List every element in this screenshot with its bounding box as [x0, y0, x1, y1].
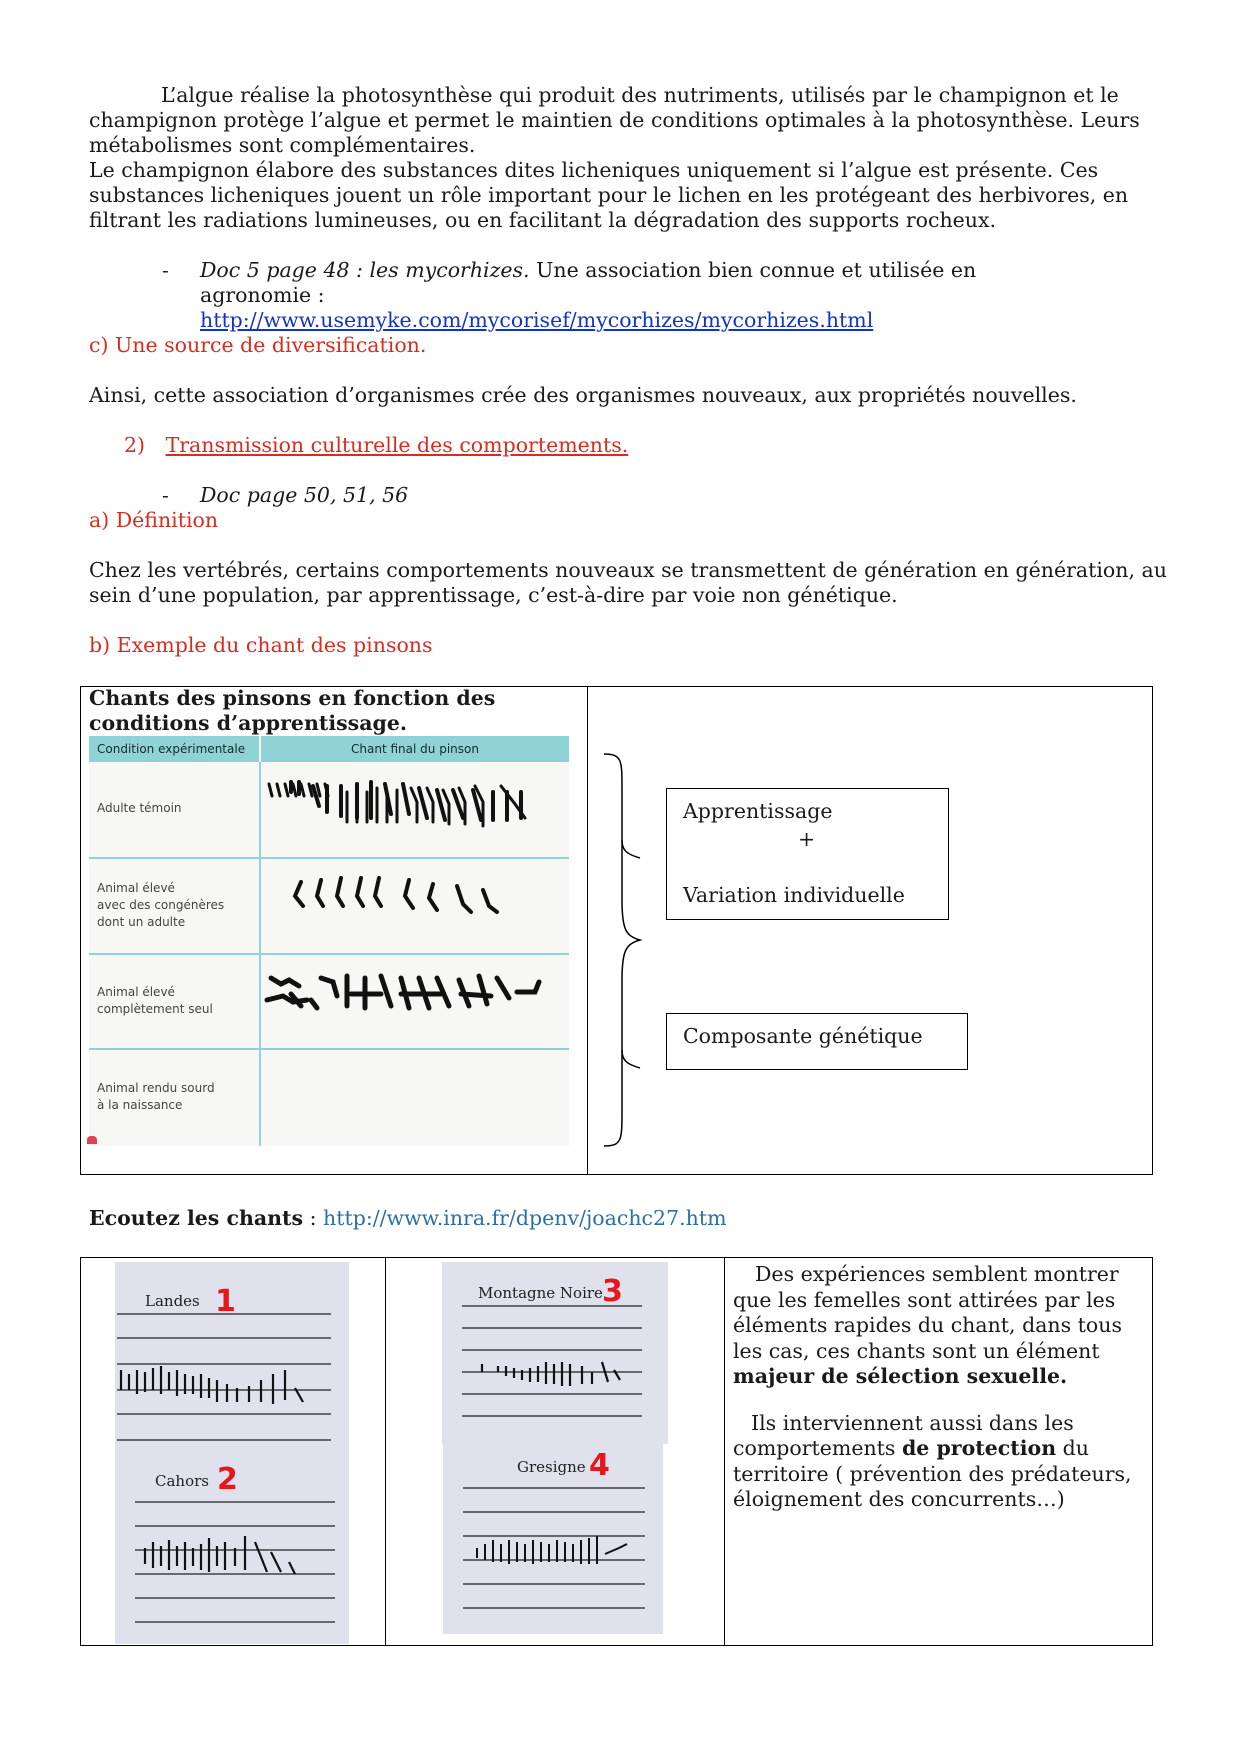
- section-2-title: Transmission culturelle des comportements.: [165, 433, 629, 457]
- section-2-number: 2): [124, 433, 146, 457]
- song-scan-landes-cahors: [115, 1262, 349, 1644]
- heading-diversification: c) Une source de diversification.: [89, 333, 427, 357]
- mycorhizes-link[interactable]: http://www.usemyke.com/mycorisef/mycorhizes/mycorhizes.html: [200, 308, 874, 332]
- paragraph-algae: L’algue réalise la photosynthèse qui produit des nutriments, utilisés par le champignon et le champignon protège l’algue et permet le maintien de conditions optimales à la photosynthèse. Leurs métabolismes sont complémentaires.: [89, 83, 1140, 157]
- bullet-doc-pages: [200, 483, 1240, 508]
- heading-example-pinsons: b) Exemple du chant des pinsons: [89, 633, 433, 657]
- song-spectrograms: [261, 762, 569, 1146]
- section-2-heading: [124, 433, 1204, 458]
- region-name: Gresigne: [517, 1458, 586, 1476]
- image-corner-mark: [87, 1136, 97, 1144]
- condition-label: Adulte témoin: [97, 801, 182, 815]
- figure1-caption: Chants des pinsons en fonction des conditions d’apprentissage.: [89, 686, 496, 735]
- bullet-mycorhizes: [200, 258, 1080, 333]
- listen-label: Ecoutez les chants: [89, 1206, 304, 1230]
- song-table-header-condition: Condition expérimentale: [89, 736, 259, 762]
- condition-label: Animal élevé avec des congénères dont un adulte: [97, 881, 225, 929]
- condition-label: Animal élevé complètement seul: [97, 985, 213, 1016]
- genetic-box: Composante génétique: [666, 1013, 968, 1070]
- region-name: Cahors: [155, 1472, 209, 1490]
- bullet-dash: -: [162, 258, 169, 282]
- heading-definition: a) Définition: [89, 508, 219, 532]
- paragraph-new-organisms: Ainsi, cette association d’organismes crée des organismes nouveaux, aux propriétés nouvelles.: [89, 383, 1077, 407]
- doc-ref-mycorhizes: Doc 5 page 48 : les mycorhizes.: [200, 258, 530, 282]
- song-scan-lines: [115, 1262, 349, 1644]
- region-name: Landes: [145, 1292, 200, 1310]
- bullet-mycorhizes-text: Une association bien connue et utilisée en agronomie :: [200, 258, 977, 307]
- figure1-right-cell: [587, 686, 1153, 1175]
- song-table-header-chant: Chant final du pinson: [261, 736, 569, 762]
- song-scan-gresigne: [443, 1444, 663, 1634]
- condition-label: Animal rendu sourd à la naissance: [97, 1081, 215, 1112]
- song-table-image: [89, 736, 569, 1146]
- bullet-dash: -: [162, 483, 169, 507]
- selection-text: Des expériences semblent montrer que les femelles sont attirées par les éléments rapides du chant, dans tous les cas, ces chants sont un élément majeur de sélection sexuelle. Ils interviennent aussi dans les comportements de protection du territoire ( prévention des prédateurs, éloignement des concurrents…): [733, 1262, 1132, 1511]
- paragraph-lichen-substances: Le champignon élabore des substances dites licheniques uniquement si l’algue est présente. Ces substances licheniques jouent un rôle important pour le lichen en les protégeant des herbivores, en filtrant les radiations lumineuses, ou en facilitant la dégradation des supports rocheux.: [89, 158, 1129, 232]
- paragraph-definition: Chez les vertébrés, certains comportements nouveaux se transmettent de génération en génération, au sein d’une population, par apprentissage, c’est-à-dire par voie non génétique.: [89, 558, 1167, 607]
- region-number: 2: [217, 1462, 238, 1497]
- song-scan-montagne-noire: [442, 1262, 668, 1444]
- learning-box: Apprentissage + Variation individuelle: [666, 788, 949, 920]
- brace-icon: [600, 750, 650, 1150]
- listen-separator: :: [303, 1206, 324, 1230]
- doc-ref-pages: Doc page 50, 51, 56: [200, 483, 409, 507]
- region-number: 1: [215, 1284, 236, 1319]
- region-name: Montagne Noire: [478, 1284, 603, 1302]
- listen-line: [89, 1206, 1169, 1231]
- region-number: 3: [602, 1274, 623, 1309]
- inra-link[interactable]: http://www.inra.fr/dpenv/joachc27.htm: [323, 1206, 727, 1230]
- region-number: 4: [589, 1448, 610, 1483]
